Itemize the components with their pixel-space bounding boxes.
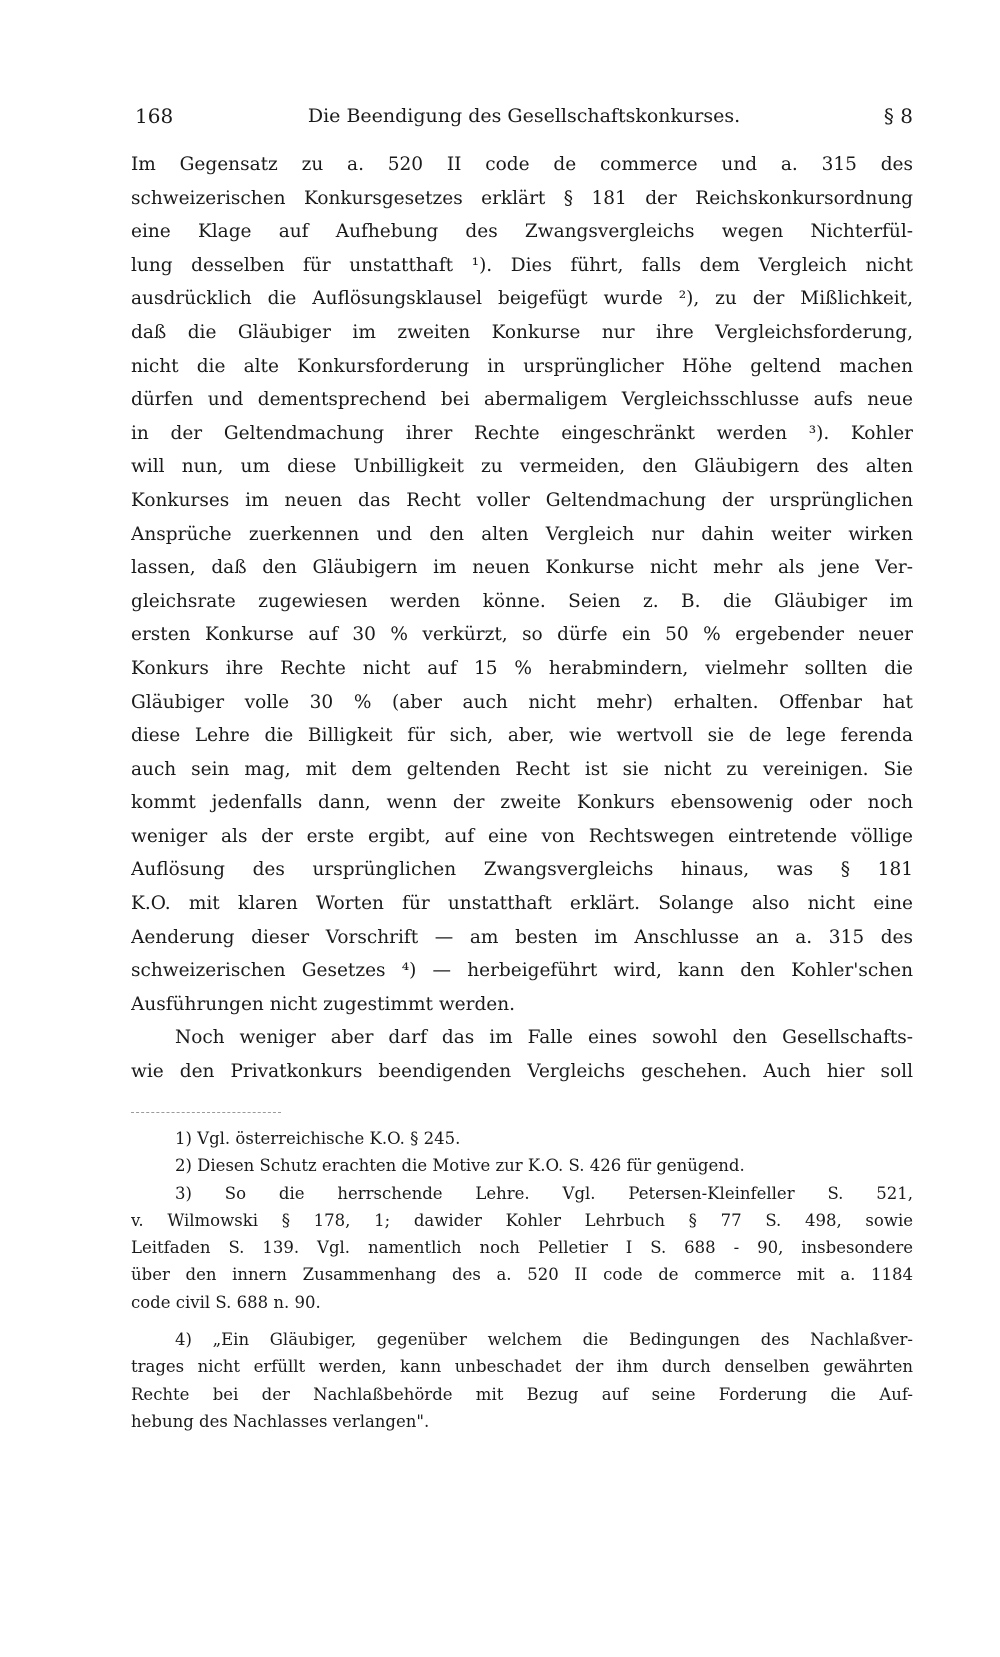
footnote-line: v. Wilmowski § 178, 1; dawider Kohler Lehrbuch § 77 S. 498, sowie: [131, 1210, 913, 1230]
footnote-line: Leitfaden S. 139. Vgl. namentlich noch Pelletier I S. 688 - 90, insbesondere: [131, 1238, 913, 1258]
body-line: Gläubiger volle 30 % (aber auch nicht mehr) erhalten. Offenbar hat: [131, 691, 913, 713]
footnote-line: trages nicht erfüllt werden, kann unbeschadet der ihm durch denselben gewährten: [131, 1357, 913, 1377]
page-number: 168: [135, 104, 174, 128]
body-line: Ausführungen nicht zugestimmt werden.: [131, 993, 516, 1015]
body-line: ausdrücklich die Auflösungsklausel beigefügt wurde ²), zu der Mißlichkeit,: [131, 288, 913, 310]
body-line: Ansprüche zuerkennen und den alten Vergleich nur dahin weiter wirken: [131, 523, 913, 545]
body-line: schweizerischen Gesetzes ⁴) — herbeigeführt wird, kann den Kohler'schen: [131, 960, 913, 982]
footnotes: [131, 1125, 913, 1435]
body-line: schweizerischen Konkursgesetzes erklärt § 181 der Reichskonkursordnung: [131, 187, 913, 209]
body-line: dürfen und dementsprechend bei abermaligem Vergleichsschlusse aufs neue: [131, 389, 913, 411]
body-line: kommt jedenfalls dann, wenn der zweite Konkurs ebensowenig oder noch: [131, 792, 913, 814]
body-line: Konkurs ihre Rechte nicht auf 15 % herabmindern, vielmehr sollten die: [131, 657, 913, 679]
body-line: Im Gegensatz zu a. 520 II code de commerce und a. 315 des: [131, 154, 913, 175]
footnote-line: 4) „Ein Gläubiger, gegenüber welchem die Bedingungen des Nachlaßver-: [175, 1330, 913, 1350]
body-line: in der Geltendmachung ihrer Rechte eingeschränkt werden ³). Kohler: [131, 422, 913, 444]
section-mark: § 8: [883, 104, 913, 128]
body-line: K.O. mit klaren Worten für unstatthaft erklärt. Solange also nicht eine: [131, 893, 913, 915]
footnote-gap: [131, 1316, 913, 1326]
body-line: Aenderung dieser Vorschrift — am besten im Anschlusse an a. 315 des: [131, 926, 913, 948]
body-line: wie den Privatkonkurs beendigenden Vergleichs geschehen. Auch hier soll: [131, 1061, 913, 1083]
body-line: lassen, daß den Gläubigern im neuen Konkurse nicht mehr als jene Ver-: [131, 557, 913, 579]
body-line: gleichsrate zugewiesen werden könne. Seien z. B. die Gläubiger im: [131, 590, 913, 612]
footnote-line: über den innern Zusammenhang des a. 520 II code de commerce mit a. 1184: [131, 1265, 913, 1285]
body-line: Konkurses im neuen das Recht voller Geltendmachung der ursprünglichen: [131, 489, 913, 511]
body-line: ersten Konkurse auf 30 % verkürzt, so dürfe ein 50 % ergebender neuer: [131, 624, 913, 646]
footnote-divider: [131, 1112, 281, 1113]
footnote-line: 2) Diesen Schutz erachten die Motive zur K.O. S. 426 für genügend.: [175, 1156, 745, 1176]
body-line: eine Klage auf Aufhebung des Zwangsvergleichs wegen Nichterfül-: [131, 221, 913, 243]
body-line: lung desselben für unstatthaft ¹). Dies führt, falls dem Vergleich nicht: [131, 254, 913, 276]
body-line: nicht die alte Konkursforderung in ursprünglicher Höhe geltend machen: [131, 355, 913, 377]
footnote-line: code civil S. 688 n. 90.: [131, 1292, 321, 1312]
body-line: will nun, um diese Unbilligkeit zu vermeiden, den Gläubigern des alten: [131, 456, 913, 478]
body-line: Noch weniger aber darf das im Falle eines sowohl den Gesellschafts-: [175, 1027, 913, 1049]
running-title: Die Beendigung des Gesellschaftskonkurses.: [307, 105, 741, 127]
body-text: [131, 148, 913, 1089]
body-line: daß die Gläubiger im zweiten Konkurse nur ihre Vergleichsforderung,: [131, 321, 913, 343]
footnote-line: 1) Vgl. österreichische K.O. § 245.: [175, 1129, 461, 1148]
body-line: auch sein mag, mit dem geltenden Recht ist sie nicht zu vereinigen. Sie: [131, 758, 913, 780]
footnote-line: 3) So die herrschende Lehre. Vgl. Petersen-Kleinfeller S. 521,: [175, 1183, 913, 1203]
footnote-line: Rechte bei der Nachlaßbehörde mit Bezug auf seine Forderung die Auf-: [131, 1384, 913, 1404]
body-line: weniger als der erste ergibt, auf eine von Rechtswegen eintretende völlige: [131, 825, 913, 847]
footnote-line: hebung des Nachlasses verlangen".: [131, 1411, 430, 1431]
body-line: diese Lehre die Billigkeit für sich, aber, wie wertvoll sie de lege ferenda: [131, 725, 913, 747]
body-line: Auflösung des ursprünglichen Zwangsvergleichs hinaus, was § 181: [131, 859, 913, 881]
running-head: [135, 98, 913, 134]
